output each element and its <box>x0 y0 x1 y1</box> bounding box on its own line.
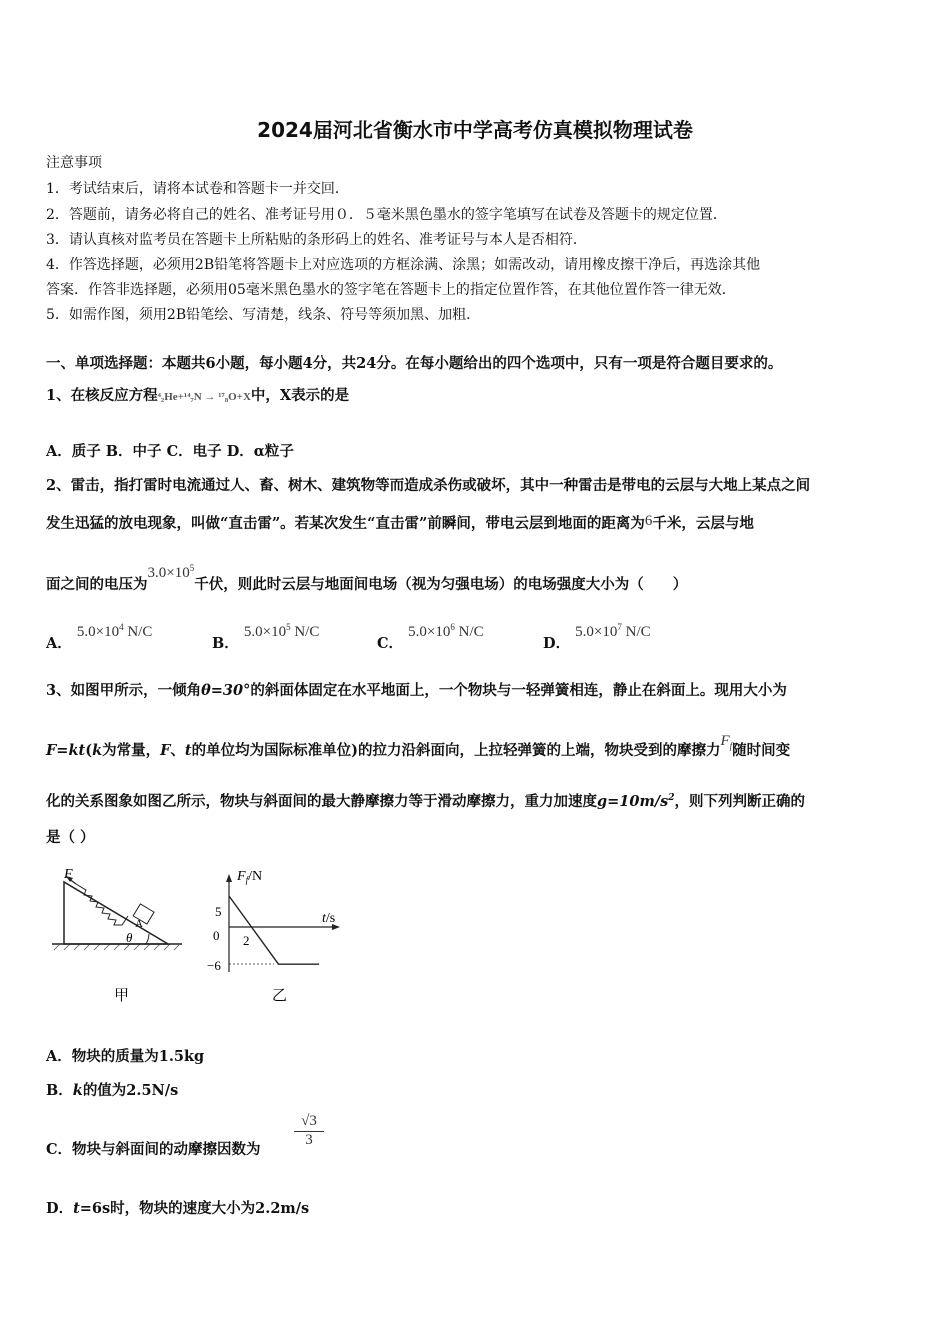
q1-suffix: 中，X表示的是 <box>250 387 350 404</box>
option-exp: 7 <box>617 622 622 632</box>
q3-line: 是（ ） <box>46 829 95 846</box>
x-tick-2: 2 <box>243 933 250 948</box>
option-base: 5.0×10 <box>76 624 120 640</box>
q3-g <box>597 793 675 810</box>
fraction <box>294 1113 324 1149</box>
option-letter: C． <box>377 635 404 652</box>
force-label: F <box>64 867 73 882</box>
q2-text: 发生迅猛的放电现象，叫做“直击雷”。若某次发生“直击雷”前瞬间，带电云层到地面的距离为 <box>46 515 645 532</box>
q3-line <box>46 733 791 761</box>
q3-ff-sub: f <box>729 741 733 751</box>
notice-item: 答案．作答非选择题，必须用05毫米黑色墨水的签字笔在答题卡上的指定位置作答，在其他位置作答一律无效． <box>46 282 736 298</box>
option-value <box>77 624 152 640</box>
y-axis-label: $F_f/N$ <box>237 869 263 885</box>
q3-g-base: g=10m/s <box>597 793 669 810</box>
option-base: 5.0×10 <box>575 624 618 640</box>
q3-option-b <box>46 1079 178 1100</box>
q2-text: 千米，云层与地 <box>652 515 754 532</box>
y-axis-arrow <box>226 874 232 882</box>
fraction-numerator: √3 <box>294 1113 324 1132</box>
incline-figure <box>46 862 186 1007</box>
option-unit: N/C <box>621 624 651 640</box>
figure-caption-right: 乙 <box>272 988 288 1004</box>
q2-line: 2、雷击，指打雷时电流通过人、畜、树木、建筑物等而造成杀伤或破坏，其中一种雷击是带电的云层与大地上某点之间 <box>46 477 811 494</box>
q1-equation: ⁴₂He+¹⁴₇N → ¹⁷₈O+X <box>157 391 251 403</box>
option-value <box>244 624 319 640</box>
q3-text: 的单位均为国际标准单位)的拉力沿斜面向，上拉轻弹簧的上端，物块受到的摩擦力 <box>191 742 721 759</box>
q3-text: ( <box>85 742 93 759</box>
option-letter: B． <box>212 635 239 652</box>
option-text: =6s时，物块的速度大小为2.2m/s <box>79 1200 310 1217</box>
q3-ff <box>720 733 732 749</box>
q3-text: 的斜面体固定在水平地面上，一个物块与一轻弹簧相连，静止在斜面上。现用大小为 <box>250 682 787 699</box>
q2-voltage <box>148 565 195 581</box>
option-text: C．物块与斜面间的动摩擦因数为 <box>46 1141 261 1158</box>
figure-caption-left: 甲 <box>114 988 130 1004</box>
option-base: 5.0×10 <box>243 624 287 640</box>
q2-distance: 6 <box>644 513 653 529</box>
friction-graph <box>200 860 360 1008</box>
q3-k: k <box>92 742 103 759</box>
option-letter: D． <box>543 635 571 652</box>
q3-text: 3、如图甲所示，一倾角 <box>46 682 202 699</box>
option-t: t <box>73 1200 80 1217</box>
page-title: 2024届河北省衡水市中学高考仿真模拟物理试卷 <box>257 118 693 142</box>
q1-options: A．质子 B．中子 C．电子 D．α粒子 <box>46 443 294 460</box>
q2-text: 千伏，则此时云层与地面间电场（视为匀强电场）的电场强度大小为（ ） <box>194 576 688 593</box>
option-unit: N/C <box>454 624 484 640</box>
notice-item: 5．如需作图，须用2B铅笔绘、写清楚，线条、符号等须加黑、加粗． <box>46 307 481 323</box>
q3-line <box>46 679 787 700</box>
q3-text: 为常量， <box>102 742 161 759</box>
q2-option-c <box>377 620 484 652</box>
notice-item: 3．请认真核对监考员在答题卡上所粘贴的条形码上的姓名、准考证号与本人是否相符． <box>46 232 587 248</box>
option-letter: D． <box>46 1200 74 1217</box>
y-tick-5: 5 <box>215 904 222 919</box>
section-heading: 一、单项选择题：本题共6小题，每小题4分，共24分。在每小题给出的四个选项中，只有一项是符合题目要求的。 <box>46 355 783 372</box>
q3-ff-base: F <box>720 733 730 749</box>
option-unit: N/C <box>123 624 153 640</box>
notice-item: 2．答题前，请务必将自己的姓名、准考证号用０．５毫米黑色墨水的签字笔填写在试卷及答题卡的规定位置． <box>46 207 727 223</box>
option-unit: N/C <box>290 624 320 640</box>
y-tick-0: 0 <box>213 928 220 943</box>
q2-option-d <box>543 620 651 652</box>
q2-voltage-base: 3.0×10 <box>147 565 190 581</box>
q2-option-b <box>212 620 320 652</box>
theta-label: θ <box>126 930 133 945</box>
q3-F: F <box>160 742 171 759</box>
q2-line <box>46 512 754 533</box>
q3-option-d <box>46 1197 309 1218</box>
q1-prefix: 1、在核反应方程 <box>46 387 158 404</box>
notice-heading: 注意事项 <box>46 155 102 171</box>
y-tick-minus6: −6 <box>207 958 221 973</box>
q2-voltage-exp: 5 <box>189 563 195 573</box>
q3-option-a: A．物块的质量为1.5kg <box>46 1048 205 1065</box>
option-exp: 4 <box>119 622 124 632</box>
q3-theta: θ=30° <box>201 682 251 699</box>
q3-line <box>46 790 805 811</box>
q2-line <box>46 563 688 594</box>
q3-text: ，则下列判断正确的 <box>674 793 806 810</box>
option-value <box>575 624 650 640</box>
question-1 <box>46 384 349 405</box>
q3-t: t <box>184 742 192 759</box>
option-value <box>408 624 483 640</box>
fraction-denominator: 3 <box>305 1132 313 1148</box>
q3-text: 随时间变 <box>732 742 791 759</box>
notice-item: 4．作答选择题，必须用2B铅笔将答题卡上对应选项的方框涂满、涂黑；如需改动，请用橡皮擦干净后，再选涂其他 <box>46 257 761 273</box>
ground-hatching <box>54 944 180 950</box>
option-text: 的值为2.5N/s <box>82 1082 179 1099</box>
q3-g-exp: 2 <box>668 793 675 804</box>
q2-text: 面之间的电压为 <box>46 576 148 593</box>
option-exp: 6 <box>450 622 455 632</box>
q3-text: 化的关系图象如图乙所示，物块与斜面间的最大静摩擦力等于滑动摩擦力，重力加速度 <box>46 793 597 810</box>
option-base: 5.0×10 <box>408 624 451 640</box>
notice-item: 1．考试结束后，请将本试卷和答题卡一并交回． <box>46 181 349 197</box>
block-label: A <box>135 918 143 930</box>
q3-formula: F=kt <box>46 742 86 759</box>
q3-option-c <box>46 1138 261 1159</box>
q3-text: 、 <box>170 742 185 759</box>
option-letter: A． <box>46 635 72 652</box>
option-exp: 5 <box>286 622 291 632</box>
q2-option-a <box>46 620 153 652</box>
option-letter: B． <box>46 1082 73 1099</box>
option-k: k <box>72 1082 83 1099</box>
x-axis-label: t/s <box>322 911 336 926</box>
angle-arc <box>146 934 149 944</box>
friction-series-line <box>229 896 319 964</box>
